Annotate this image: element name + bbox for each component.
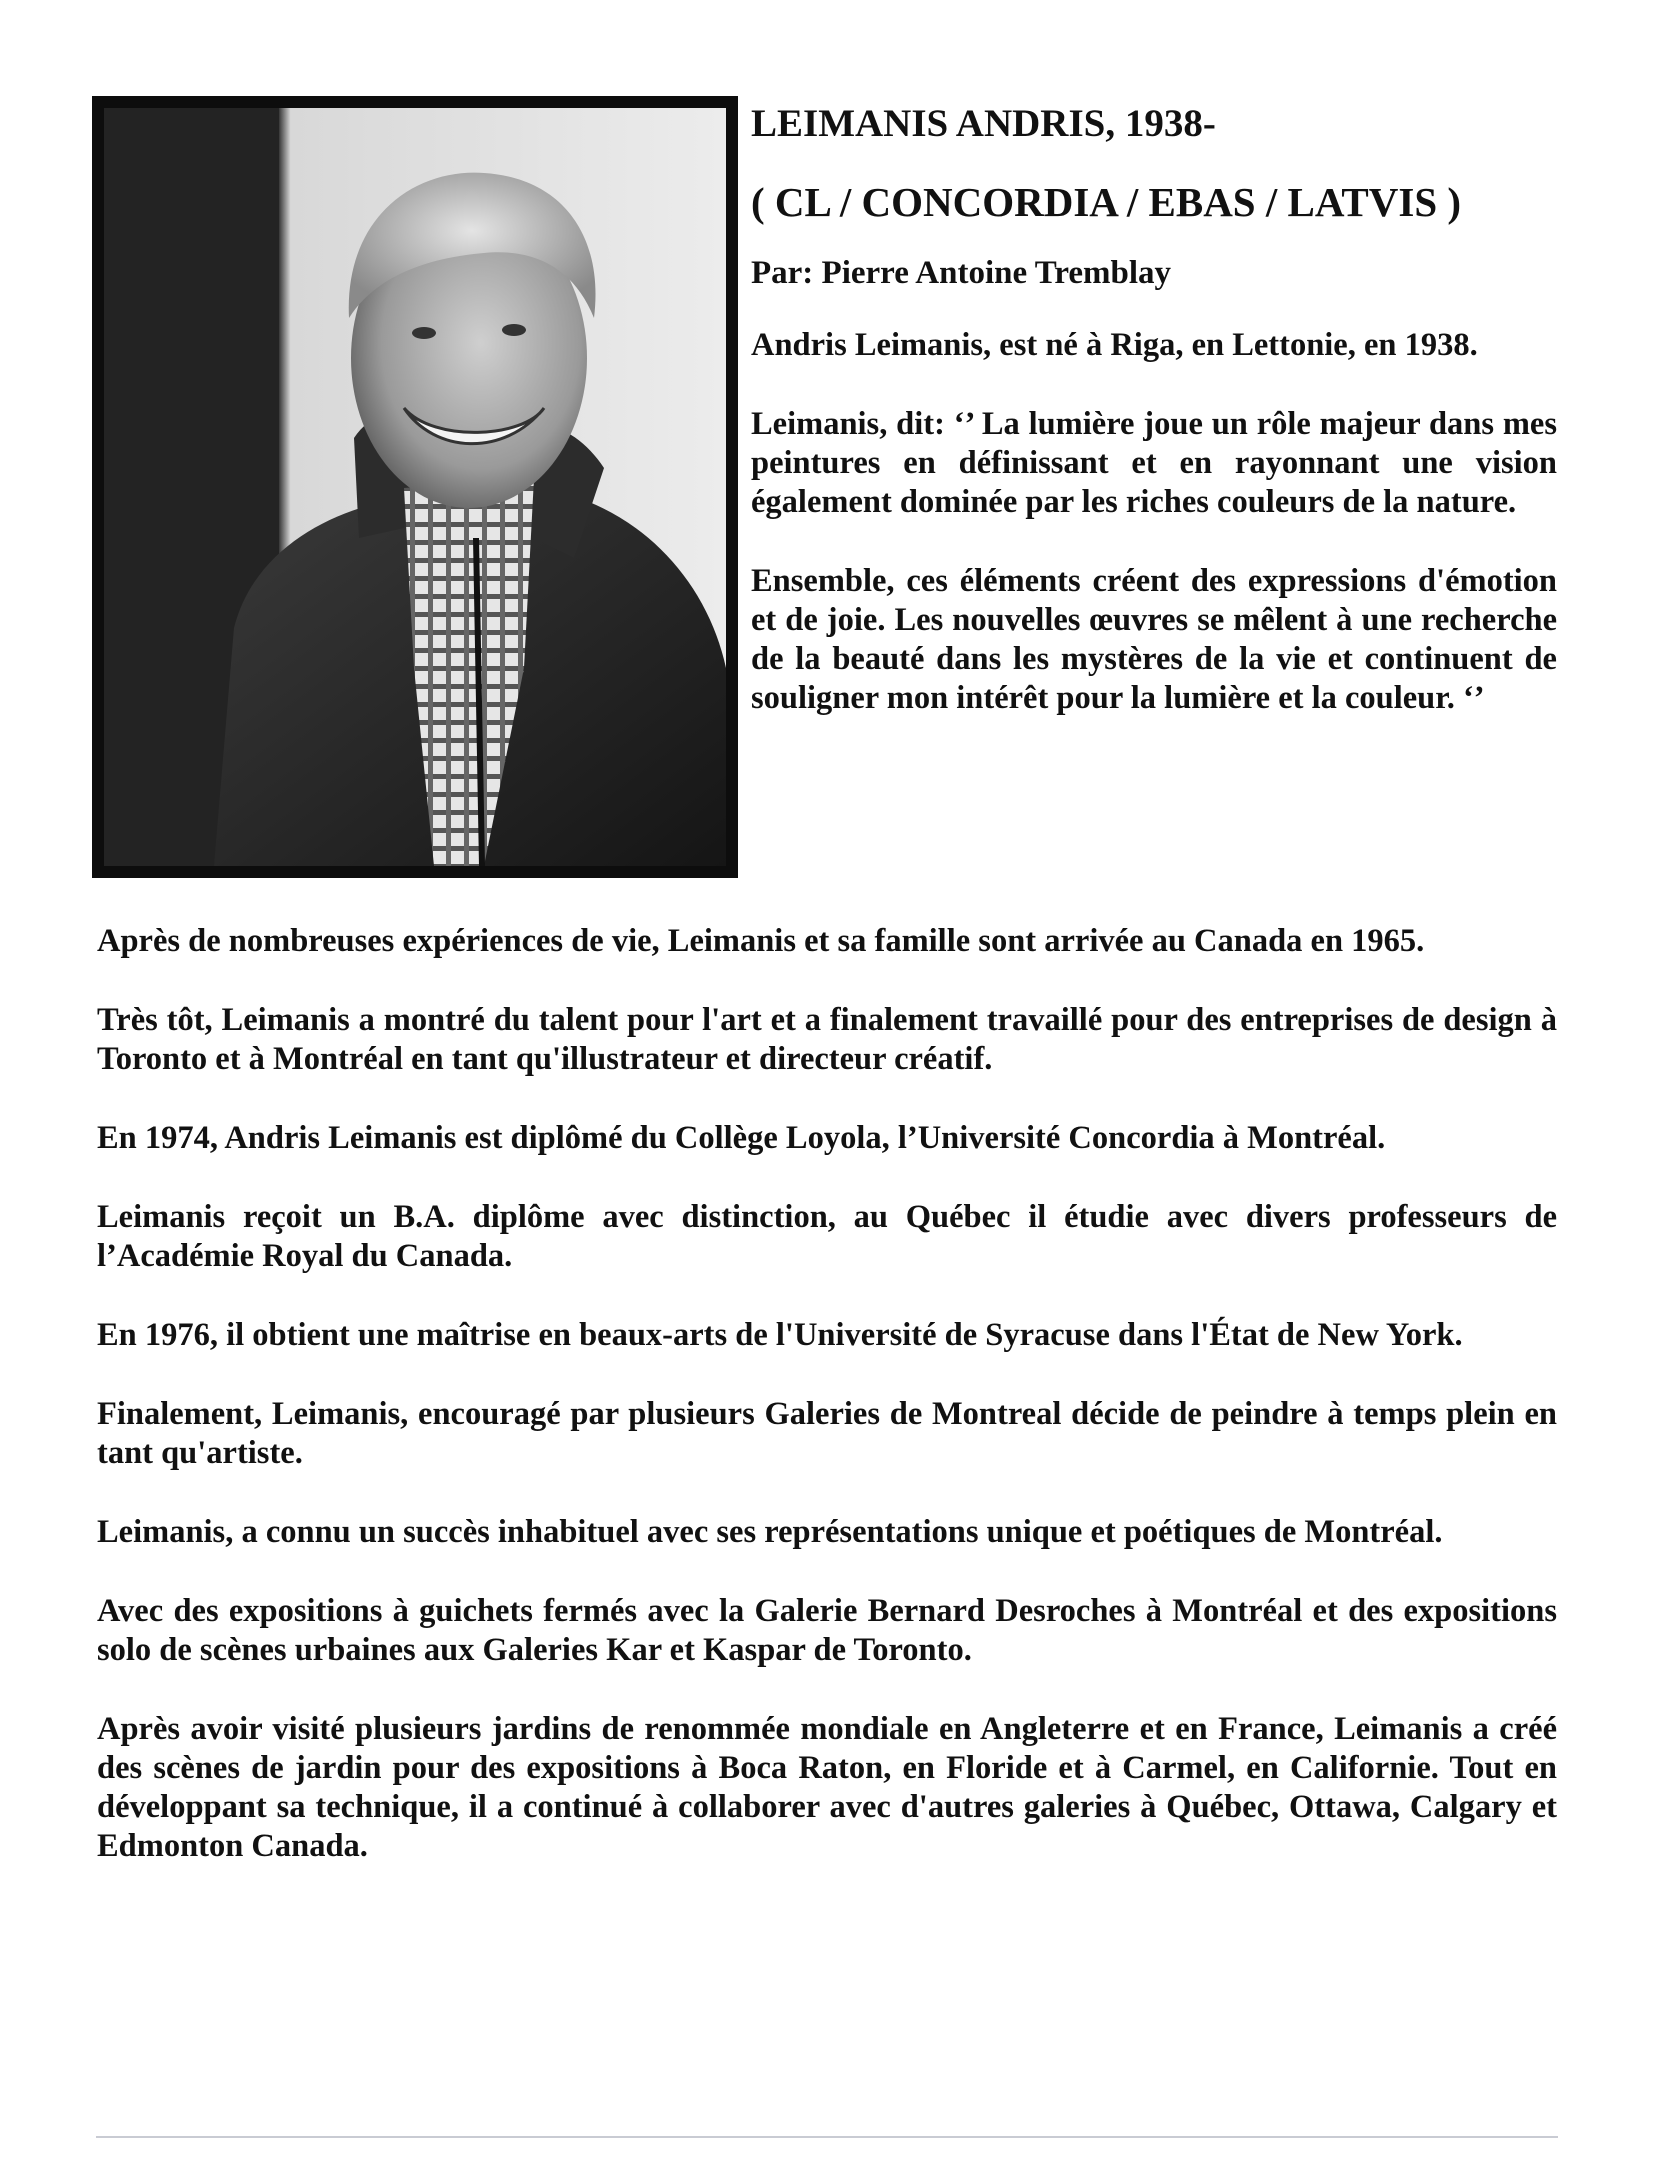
body-paragraph: Avec des expositions à guichets fermés avec la Galerie Bernard Desroches à Montréal et des expositions solo de scènes urbaines aux Galeries Kar et Kaspar de Toronto.: [97, 1593, 1557, 1668]
body-paragraph: Après de nombreuses expériences de vie, Leimanis et sa famille sont arrivée au Canada en 1965.: [97, 923, 1425, 959]
portrait-photo-icon: [104, 108, 726, 866]
artist-title: LEIMANIS ANDRIS, 1938-: [751, 102, 1216, 145]
biography-body: [97, 922, 1557, 1906]
page-bottom-rule: [96, 2136, 1558, 2138]
body-paragraph: Leimanis, a connu un succès inhabituel avec ses représentations unique et poétiques de Montréal.: [97, 1514, 1443, 1550]
body-paragraph: En 1974, Andris Leimanis est diplômé du Collège Loyola, l’Université Concordia à Montréal.: [97, 1120, 1386, 1156]
artist-affiliations: ( CL / CONCORDIA / EBAS / LATVIS ): [751, 179, 1462, 225]
body-paragraph: Finalement, Leimanis, encouragé par plusieurs Galeries de Montreal décide de peindre à temps plein en tant qu'artiste.: [97, 1396, 1557, 1471]
author-byline: Par: Pierre Antoine Tremblay: [751, 255, 1172, 291]
intro-paragraph: Leimanis, dit: ‘’ La lumière joue un rôle majeur dans mes peintures en définissant et en rayonnant une vision également dominée par les riches couleurs de la nature.: [751, 406, 1557, 520]
body-paragraph: Après avoir visité plusieurs jardins de renommée mondiale en Angleterre et en France, Leimanis a créé des scènes de jardin pour des expositions à Boca Raton, en Floride et à Carmel, en Californie. Tout en développant sa technique, il a continué à collaborer avec d'autres galeries à Québec, Ottawa, Calgary et Edmonton Canada.: [97, 1711, 1557, 1864]
artist-portrait-photo: [92, 96, 738, 878]
intro-paragraph: Ensemble, ces éléments créent des expressions d'émotion et de joie. Les nouvelles œuvres se mêlent à une recherche de la beauté dans les mystères de la vie et continuent de souligner mon intérêt pour la lumière et la couleur. ‘’: [751, 563, 1557, 716]
intro-paragraph: Andris Leimanis, est né à Riga, en Lettonie, en 1938.: [751, 327, 1478, 363]
body-paragraph: Leimanis reçoit un B.A. diplôme avec distinction, au Québec il étudie avec divers professeurs de l’Académie Royal du Canada.: [97, 1199, 1557, 1274]
body-paragraph: En 1976, il obtient une maîtrise en beaux-arts de l'Université de Syracuse dans l'État de New York.: [97, 1317, 1463, 1353]
body-paragraph: Très tôt, Leimanis a montré du talent pour l'art et a finalement travaillé pour des entreprises de design à Toronto et à Montréal en tant qu'illustrateur et directeur créatif.: [97, 1002, 1557, 1077]
header-column: [751, 100, 1557, 758]
